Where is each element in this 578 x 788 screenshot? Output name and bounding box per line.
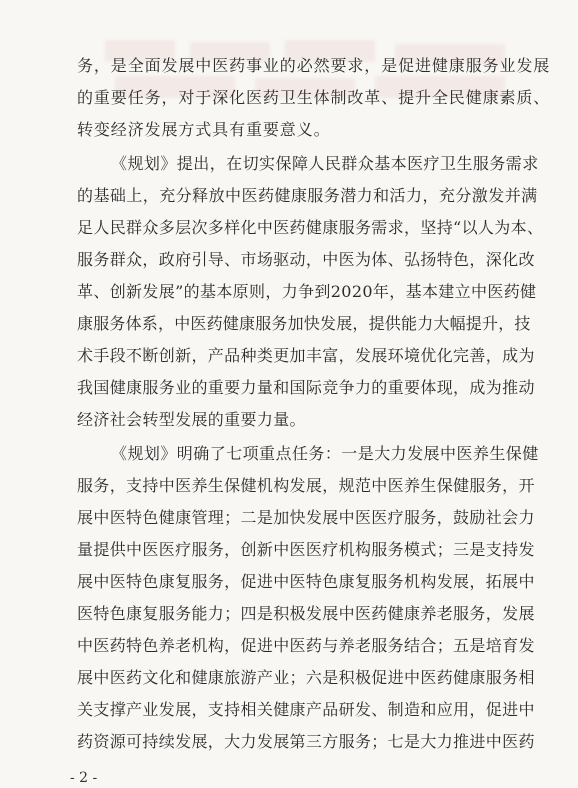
paragraph-1-line-3: 转变经济发展方式具有重要意义。: [77, 120, 331, 139]
paragraph-3-line-9: 关支撑产业发展，支持相关健康产品研发、制造和应用，促进中: [77, 700, 535, 719]
page-number: - 2 -: [70, 770, 98, 786]
paragraph-2-line-6: 康服务体系，中医药健康服务加快发展，提供能力大幅提升，技: [77, 314, 531, 333]
paragraph-2-line-8: 我国健康服务业的重要力量和国际竞争力的重要体现，成为推动: [77, 378, 535, 397]
paragraph-3-line-8: 展中医药文化和健康旅游产业；六是积极促进中医药健康服务相: [77, 668, 535, 687]
paragraph-2-line-4: 服务群众，政府引导、市场驱动，中医为体、弘扬特色，深化改: [77, 250, 535, 269]
paragraph-2-line-1: 《规划》提出，在切实保障人民群众基本医疗卫生服务需求: [111, 154, 539, 173]
paragraph-3-line-1: 《规划》明确了七项重点任务：一是大力发展中医养生保健: [111, 444, 539, 463]
paragraph-2-line-2: 的基础上，充分释放中医药健康服务潜力和活力，充分激发并满: [77, 186, 538, 205]
paragraph-3-line-5: 展中医特色康复服务，促进中医特色康复服务机构发展，拓展中: [77, 572, 535, 591]
paragraph-2-line-5: 革、创新发展”的基本原则，力争到2020年，基本建立中医药健: [77, 282, 537, 301]
paragraph-1-line-1: 务，是全面发展中医药事业的必然要求，是促进健康服务业发展: [77, 56, 551, 75]
paragraph-2-line-3: 足人民群众多层次多样化中医药健康服务需求，坚持“以人为本、: [77, 218, 544, 237]
paragraph-3-line-10: 药资源可持续发展，大力发展第三方服务；七是大力推进中医药: [77, 732, 535, 751]
paragraph-3-line-4: 量提供中医医疗服务，创新中医医疗机构服务模式；三是支持发: [77, 540, 535, 559]
paragraph-3-line-3: 展中医特色健康管理；二是加快发展中医医疗服务，鼓励社会力: [77, 508, 535, 527]
paragraph-3-line-6: 医特色康复服务能力；四是积极发展中医药健康养老服务，发展: [77, 604, 535, 623]
paragraph-3-line-7: 中医药特色养老机构，促进中医药与养老服务结合；五是培育发: [77, 636, 535, 655]
paragraph-2-line-7: 术手段不断创新，产品种类更加丰富，发展环境优化完善，成为: [77, 346, 535, 365]
paragraph-2-line-9: 经济社会转型发展的重要力量。: [77, 410, 306, 429]
paragraph-3-line-2: 服务，支持中医养生保健机构发展，规范中医养生保健服务，开: [77, 476, 535, 495]
paragraph-1-line-2: 的重要任务，对于深化医药卫生体制改革、提升全民健康素质、: [77, 88, 551, 107]
